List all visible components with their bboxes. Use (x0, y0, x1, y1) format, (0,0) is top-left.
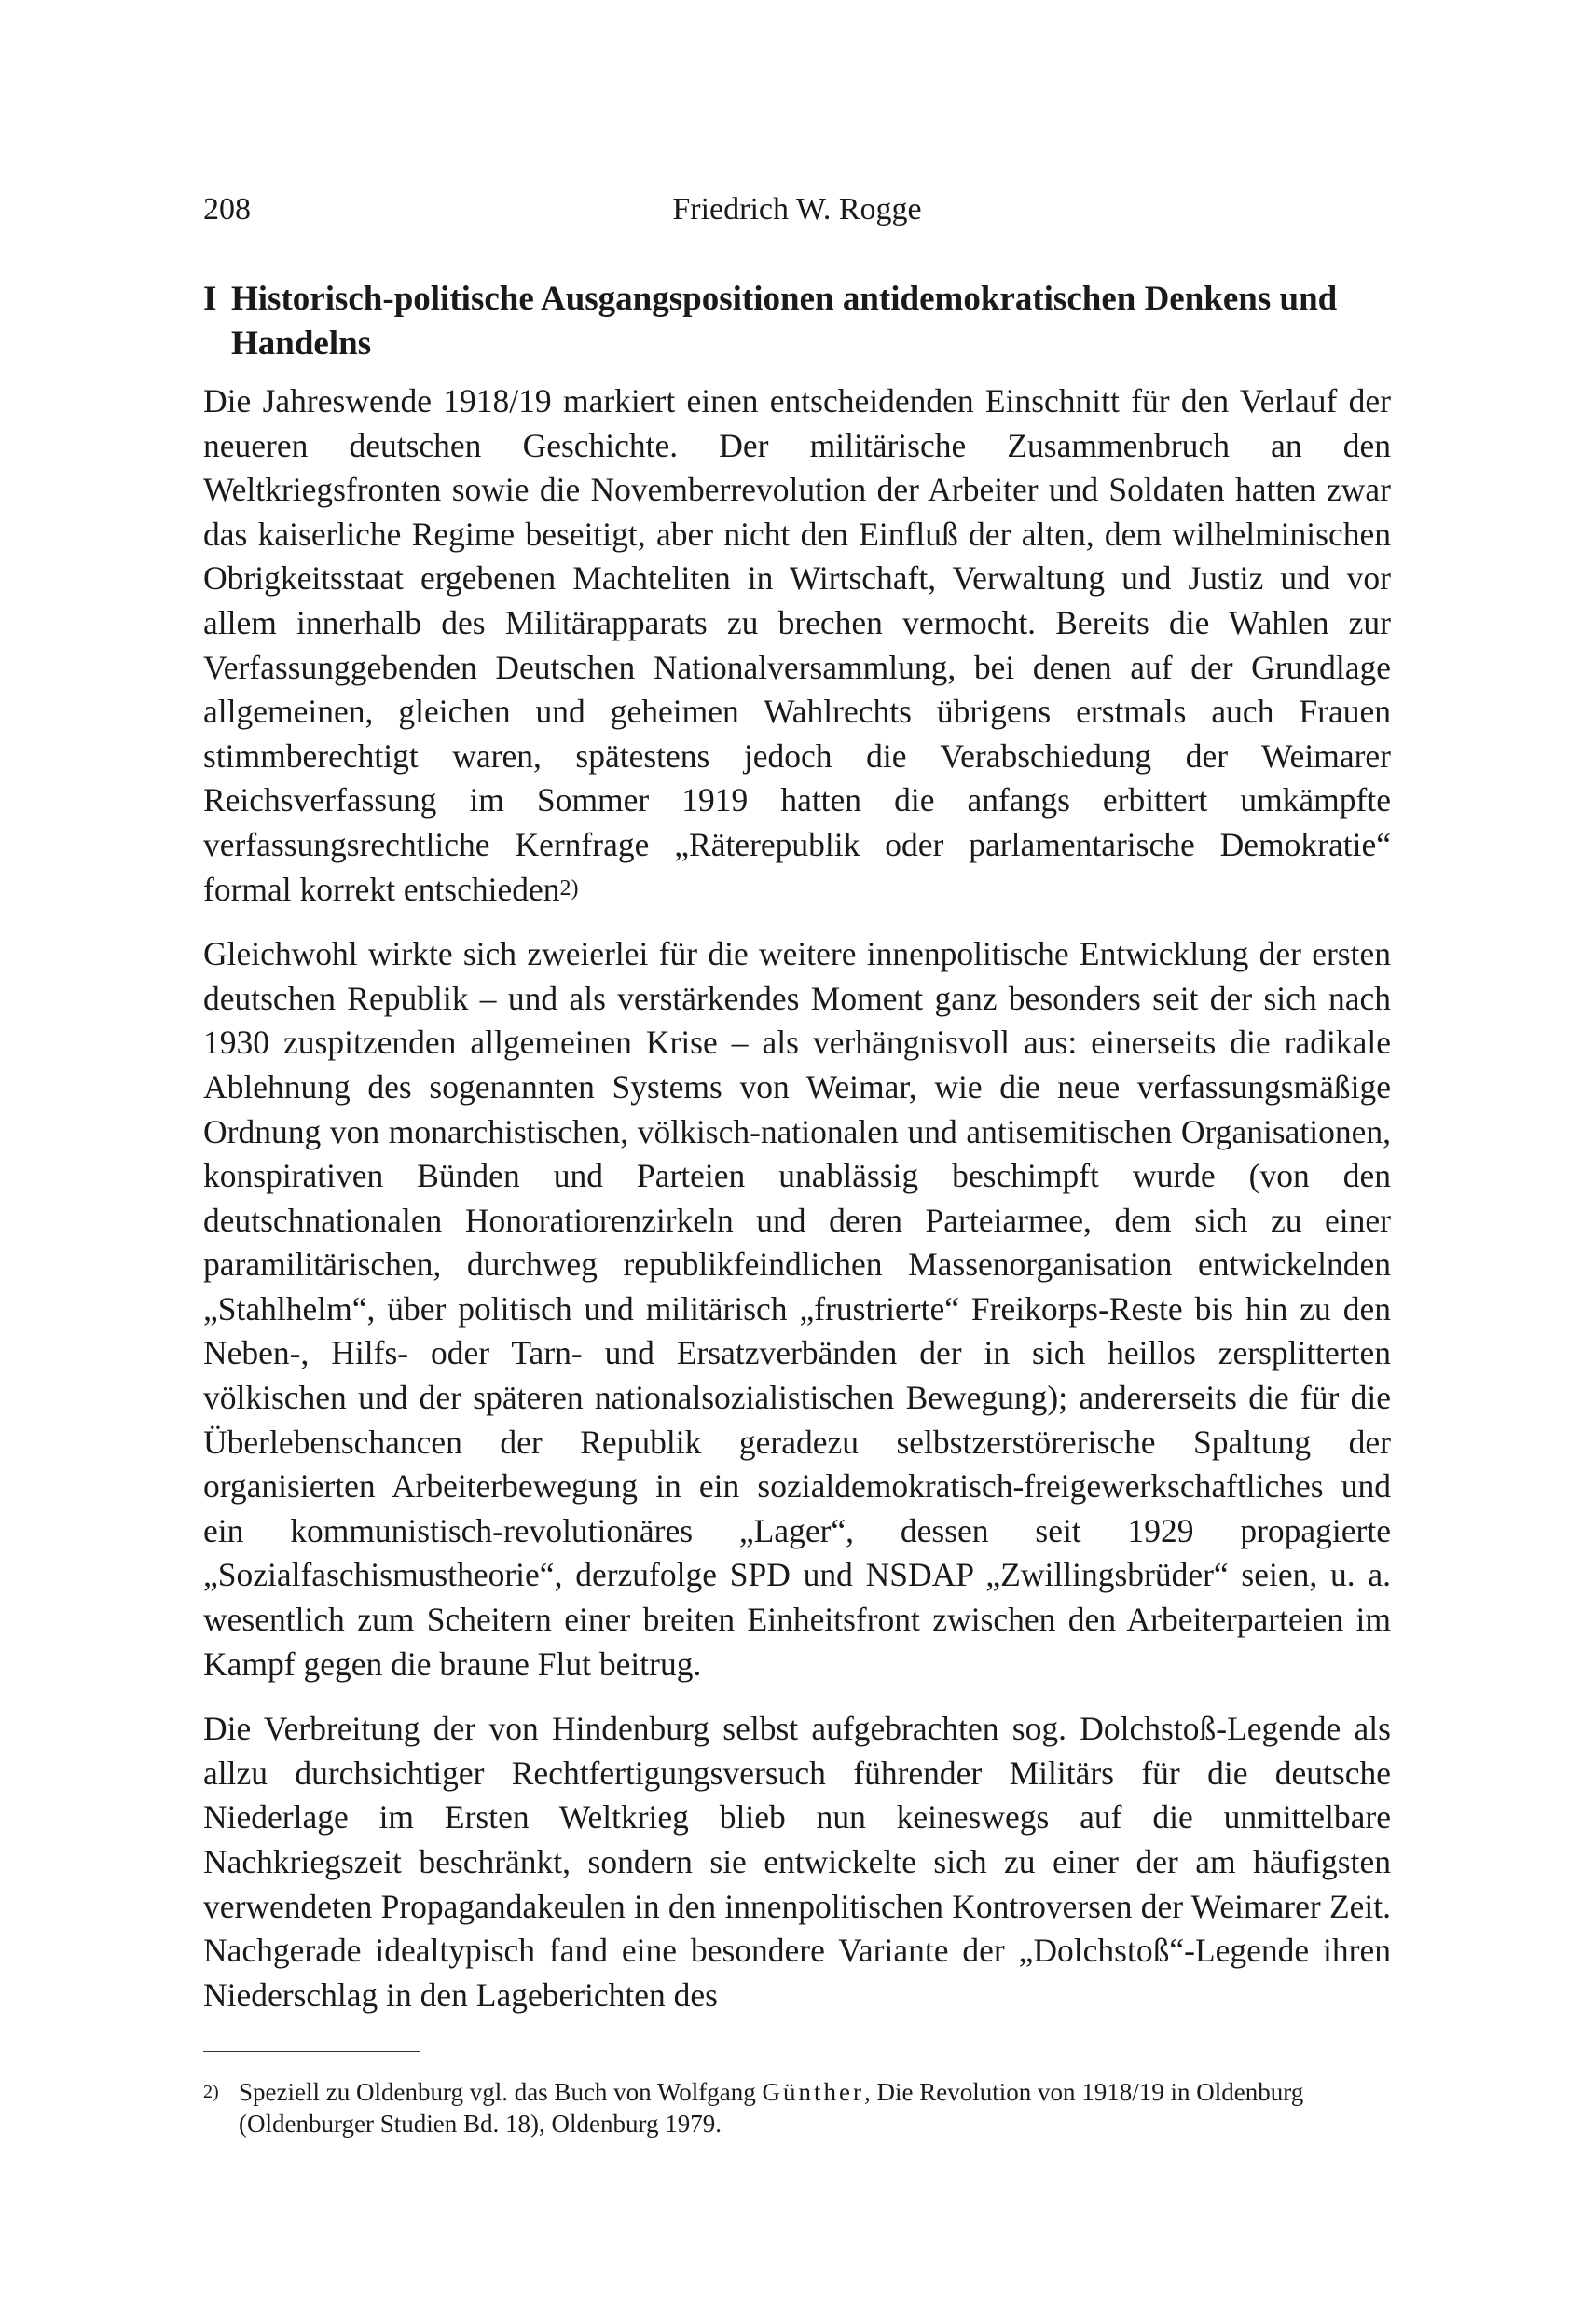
footnote-rule (203, 2051, 420, 2052)
footnote-mark: 2) (203, 2082, 219, 2103)
running-head-author: Friedrich W. Rogge (672, 192, 922, 227)
paragraph (203, 932, 1391, 1686)
paragraph (203, 379, 1391, 912)
paragraph-text: Gleichwohl wirkte sich zweierlei für die weitere innenpolitische Entwicklung der ersten deutschen Republik – und als verstärkendes Moment ganz besonders seit der sich nach 1930 zuspitzenden allgemeinen Krise – als verhängnisvoll aus: einerseits die radikale Ablehnung des sogenannten Systems von Weimar, wie die neue verfassungsmäßige Ordnung von monarchistischen, völkisch-nationalen und antisemitischen Organisationen, konspirativen Bünden und Parteien unablässig beschimpft wurde (von den deutschnationalen Honoratiorenzirkeln und deren Parteiarmee, dem sich zu einer paramilitärischen, durchweg republikfeindlichen Massenorganisation entwickelnden „Stahlhelm“, über politisch und militärisch „frustrierte“ Freikorps-Reste bis hin zu den Neben-, Hilfs- oder Tarn- und Ersatzverbänden der in sich heillos zersplitterten völkischen und der späteren nationalsozialistischen Bewegung); andererseits die für die Überlebenschancen der Republik geradezu selbstzerstörerische Spaltung der organisierten Arbeiterbewegung in ein sozialdemokratisch-freigewerkschaftliches und ein kommunistisch-revolutionäres „Lager“, dessen seit 1929 propagierte „Sozialfaschismustheorie“, derzufolge SPD und NSDAP „Zwillingsbrüder“ seien, u. a. wesentlich zum Scheitern einer breiten Einheitsfront zwischen den Arbeiterparteien im Kampf gegen die braune Flut beitrug. (203, 935, 1391, 1683)
footnote-text (239, 2076, 1391, 2140)
section-heading (203, 277, 1391, 366)
running-head (203, 186, 1391, 233)
page-number: 208 (203, 192, 251, 227)
footnote-reference[interactable]: 2) (559, 875, 579, 901)
section-number: I (203, 280, 217, 318)
footnote-text-before: Speziell zu Oldenburg vgl. das Buch von Wolfgang (239, 2078, 763, 2107)
footnote (203, 2076, 1391, 2140)
paragraph-text: Die Verbreitung der von Hindenburg selbst aufgebrachten sog. Dolchstoß-Legende als allzu durchsichtiger Rechtfertigungsversuch führender Militärs für die deutsche Niederlage im Ersten Weltkrieg blieb nun keineswegs auf die unmittelbare Nachkriegszeit beschränkt, sondern sie entwickelte sich zu einer der am häufigsten verwendeten Propagandakeulen in den innenpolitischen Kontroversen der Weimarer Zeit. Nachgerade idealtypisch fand eine besondere Variante der „Dolchstoß“-Legende ihren Niederschlag in den Lageberichten des (203, 1710, 1391, 2014)
paragraph-text: Die Jahreswende 1918/19 markiert einen entscheidenden Einschnitt für den Verlauf der neueren deutschen Geschichte. Der militärische Zusammenbruch an den Weltkriegsfronten sowie die Novemberrevolution der Arbeiter und Soldaten hatten zwar das kaiserliche Regime beseitigt, aber nicht den Einfluß der alten, dem wilhelminischen Obrigkeitsstaat ergebenen Machteliten in Wirtschaft, Verwaltung und Justiz und vor allem innerhalb des Militärapparats zu brechen vermocht. Bereits die Wahlen zur Verfassunggebenden Deutschen Nationalversammlung, bei denen auf der Grundlage allgemeinen, gleichen und geheimen Wahlrechts übrigens erstmals auch Frauen stimmberechtigt waren, spätestens jedoch die Verabschiedung der Weimarer Reichsverfassung im Sommer 1919 hatten die anfangs erbittert umkämpfte verfassungsrechtliche Kernfrage „Räterepublik oder parlamentarische Demokratie“ formal korrekt entschieden (203, 382, 1391, 908)
body-text (203, 379, 1391, 2017)
book-page (203, 186, 1391, 2140)
footnote-cited-author: Günther (762, 2078, 864, 2107)
paragraph (203, 1707, 1391, 2017)
section-title: Historisch-politische Ausgangspositionen antidemokratischen Denkens und Handelns (231, 280, 1338, 363)
footnote-text-after: , Die Revolution von 1918/19 in Oldenburg (Oldenburger Studien Bd. 18), Oldenburg 1979. (239, 2078, 1304, 2139)
